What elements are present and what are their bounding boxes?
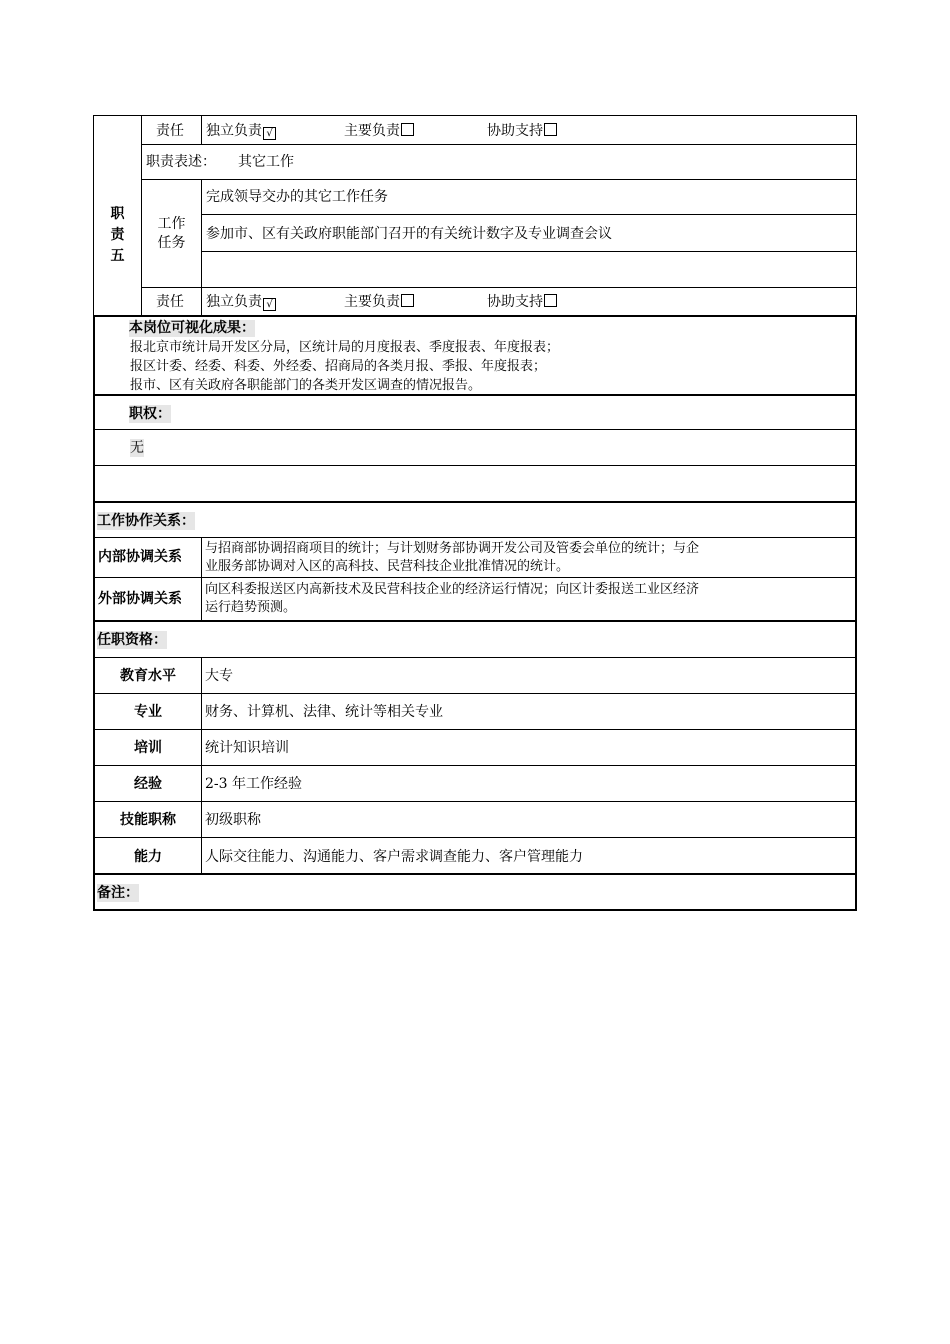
- heading-char: 职: [110, 206, 125, 222]
- qualifications-block: [93, 620, 857, 875]
- qualification-label-training: 培训: [134, 740, 162, 756]
- authority-block: [93, 394, 857, 502]
- duty-five-heading: [94, 204, 141, 267]
- internal-coordination-label: 内部协调关系: [98, 549, 182, 565]
- visible-results-block: [93, 315, 857, 395]
- visible-result-item: 报北京市统计局开发区分局，区统计局的月度报表、季度报表、年度报表；: [130, 340, 560, 355]
- main-option[interactable]: [344, 293, 414, 311]
- internal-line: 业服务部协调对入区的高科技、民营科技企业批准情况的统计。: [205, 559, 570, 574]
- visible-result-item: 报市、区有关政府各职能部门的各类开发区调查的情况报告。: [130, 378, 482, 393]
- visible-results-list: [130, 338, 559, 395]
- authority-value: 无: [130, 440, 144, 456]
- qualification-value-education: 大专: [205, 668, 233, 684]
- responsibility-label: 责任: [156, 294, 184, 310]
- qualification-value-training: 统计知识培训: [205, 740, 289, 756]
- qualification-value-major: 财务、计算机、法律、统计等相关专业: [205, 704, 443, 720]
- internal-line: 与招商部协调招商项目的统计；与计划财务部协调开发公司及管委会单位的统计；与企: [205, 541, 700, 556]
- prev-assist-label: 协助支持: [487, 123, 543, 139]
- independent-label: 独立负责: [206, 294, 262, 310]
- prev-independent-checkbox[interactable]: √: [263, 127, 276, 140]
- external-coordination-value: [205, 581, 699, 617]
- duty-five-block: [93, 115, 857, 316]
- cooperation-title: 工作协作关系：: [97, 513, 195, 529]
- independent-checkbox[interactable]: √: [263, 298, 276, 311]
- remarks-title: 备注：: [97, 885, 139, 901]
- qualification-label-ability: 能力: [134, 849, 162, 865]
- prev-independent-label: 独立负责: [206, 123, 262, 139]
- external-line: 运行趋势预测。: [205, 600, 297, 615]
- task-label-line: 工作: [157, 216, 186, 232]
- prev-assist-checkbox[interactable]: [544, 123, 557, 136]
- prev-assist-option[interactable]: [487, 122, 557, 140]
- qualification-value-ability: 人际交往能力、沟通能力、客户需求调查能力、客户管理能力: [205, 849, 583, 865]
- task-item: 完成领导交办的其它工作任务: [206, 189, 388, 205]
- qualification-label-title: 技能职称: [120, 812, 176, 828]
- prev-main-label: 主要负责: [344, 123, 400, 139]
- qualification-value-title: 初级职称: [205, 812, 261, 828]
- duty-description-value: 其它工作: [238, 154, 294, 170]
- prev-main-checkbox[interactable]: [401, 123, 414, 136]
- independent-option[interactable]: [206, 293, 276, 311]
- heading-char: 责: [110, 227, 125, 243]
- visible-results-title: 本岗位可视化成果：: [129, 320, 255, 336]
- qualification-label-education: 教育水平: [120, 668, 176, 684]
- task-item: 参加市、区有关政府职能部门召开的有关统计数字及专业调查会议: [206, 226, 612, 242]
- authority-title: 职权：: [129, 406, 171, 422]
- qualifications-title: 任职资格：: [97, 632, 167, 648]
- qualification-label-experience: 经验: [134, 776, 162, 792]
- assist-checkbox[interactable]: [544, 294, 557, 307]
- external-coordination-label: 外部协调关系: [98, 591, 182, 607]
- internal-coordination-value: [205, 540, 699, 576]
- prev-main-option[interactable]: [344, 122, 414, 140]
- duty-description-label: 职责表述：: [146, 154, 216, 170]
- assist-option[interactable]: [487, 293, 557, 311]
- task-label: [142, 215, 201, 253]
- visible-result-item: 报区计委、经委、科委、外经委、招商局的各类月报、季报、年度报表；: [130, 359, 547, 374]
- assist-label: 协助支持: [487, 294, 543, 310]
- task-label-line: 任务: [157, 235, 186, 251]
- main-label: 主要负责: [344, 294, 400, 310]
- main-checkbox[interactable]: [401, 294, 414, 307]
- cooperation-block: [93, 501, 857, 621]
- qualification-label-major: 专业: [134, 704, 162, 720]
- heading-char: 五: [110, 248, 125, 264]
- remarks-block: [93, 873, 857, 911]
- qualification-value-experience: 2-3 年工作经验: [205, 776, 302, 792]
- prev-independent-option[interactable]: [206, 122, 276, 140]
- prev-responsibility-label: 责任: [156, 123, 184, 139]
- external-line: 向区科委报送区内高新技术及民营科技企业的经济运行情况；向区计委报送工业区经济: [205, 582, 700, 597]
